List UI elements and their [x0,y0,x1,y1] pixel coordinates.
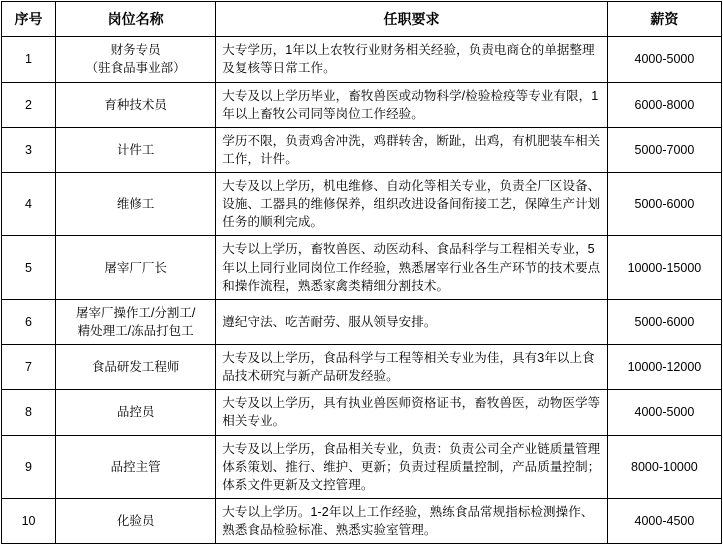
row-job-title [56,173,216,236]
row-requirement: 大专及以上学历，机电维修、自动化等相关专业，负责全厂区设备、设施、工器具的维修保养，组织改进设备间衔接工艺，保障生产计划任务的顺利完成。 [216,173,608,236]
job-title-line: 食品研发工程师 [91,360,180,375]
row-index: 4 [2,173,56,236]
row-index: 6 [2,299,56,344]
row-index: 2 [2,82,56,127]
table-row [2,299,722,344]
row-salary: 4000-5000 [607,390,721,435]
row-index: 10 [2,498,56,543]
table-row [2,345,722,390]
row-requirement: 大专以上学历。1-2年以上工作经验，熟练食品常规指标检测操作、熟悉食品检验标准、熟悉实验室管理。 [216,498,608,543]
row-job-title [56,236,216,299]
table-row [2,82,722,127]
table-row [2,236,722,299]
table-row [2,127,722,172]
table-row [2,498,722,543]
table-header-row [2,2,722,37]
job-title-line: 财务专员 [110,43,161,58]
row-salary: 10000-12000 [607,345,721,390]
row-salary: 8000-10000 [607,435,721,498]
job-title-line: 屠宰厂操作工/分割工/ [75,305,196,320]
row-salary: 4000-5000 [607,37,721,82]
table-row [2,390,722,435]
job-title-line: 精处理工/冻品打包工 [77,323,194,338]
job-listing-table [1,1,722,544]
row-index: 3 [2,127,56,172]
row-requirement: 大专及以上学历，食品相关专业，负责：负责公司全产业链质量管理体系策划、推行、维护、更新；负责过程质量控制，产品质量控制；体系文件更新及文控管理。 [216,435,608,498]
row-requirement: 大专及以上学历，具有执业兽医师资格证书，畜牧兽医，动物医学等相关专业。 [216,390,608,435]
row-index: 9 [2,435,56,498]
job-title-line: 计件工 [116,142,155,157]
row-index: 1 [2,37,56,82]
row-requirement: 大专及以上学历，食品科学与工程等相关专业为佳，具有3年以上食品技术研究与新产品研发经验。 [216,345,608,390]
table-body [2,37,722,544]
row-index: 5 [2,236,56,299]
row-job-title [56,435,216,498]
column-header-title: 岗位名称 [56,2,216,37]
row-job-title [56,299,216,344]
row-job-title [56,82,216,127]
row-salary: 10000-15000 [607,236,721,299]
row-requirement: 学历不限，负责鸡舍冲洗，鸡群转舍，断趾，出鸡，有机肥装车相关工作，计件。 [216,127,608,172]
row-job-title [56,345,216,390]
table-row [2,435,722,498]
table-header [2,2,722,37]
row-salary: 4000-4500 [607,498,721,543]
table-row [2,173,722,236]
job-title-line: 维修工 [116,197,155,212]
row-job-title [56,127,216,172]
row-job-title [56,498,216,543]
row-job-title [56,37,216,82]
job-title-line: （驻食品事业部） [85,61,186,76]
column-header-requirement: 任职要求 [216,2,608,37]
row-index: 8 [2,390,56,435]
column-header-index: 序号 [2,2,56,37]
table-row [2,37,722,82]
job-title-line: 品控主管 [110,459,161,474]
row-salary: 5000-6000 [607,299,721,344]
job-title-line: 育种技术员 [104,97,167,112]
row-requirement: 遵纪守法、吃苦耐劳、服从领导安排。 [216,299,608,344]
row-requirement: 大专及以上学历毕业，畜牧兽医或动物科学/检验检疫等专业有限，1年以上畜牧公司同等岗位工作经验。 [216,82,608,127]
job-title-line: 品控员 [116,405,155,420]
job-title-line: 化验员 [116,513,155,528]
row-salary: 5000-6000 [607,173,721,236]
job-title-line: 屠宰厂厂长 [104,260,167,275]
row-salary: 5000-7000 [607,127,721,172]
row-index: 7 [2,345,56,390]
row-requirement: 大专学历，1年以上农牧行业财务相关经验，负责电商仓的单据整理及复核等日常工作。 [216,37,608,82]
row-requirement: 大专以上学历，畜牧兽医、动医动科、食品科学与工程相关专业，5年以上同行业同岗位工作经验，熟悉屠宰行业各生产环节的技术要点和操作流程，熟悉家禽类精细分割技术。 [216,236,608,299]
column-header-salary: 薪资 [607,2,721,37]
row-job-title [56,390,216,435]
row-salary: 6000-8000 [607,82,721,127]
